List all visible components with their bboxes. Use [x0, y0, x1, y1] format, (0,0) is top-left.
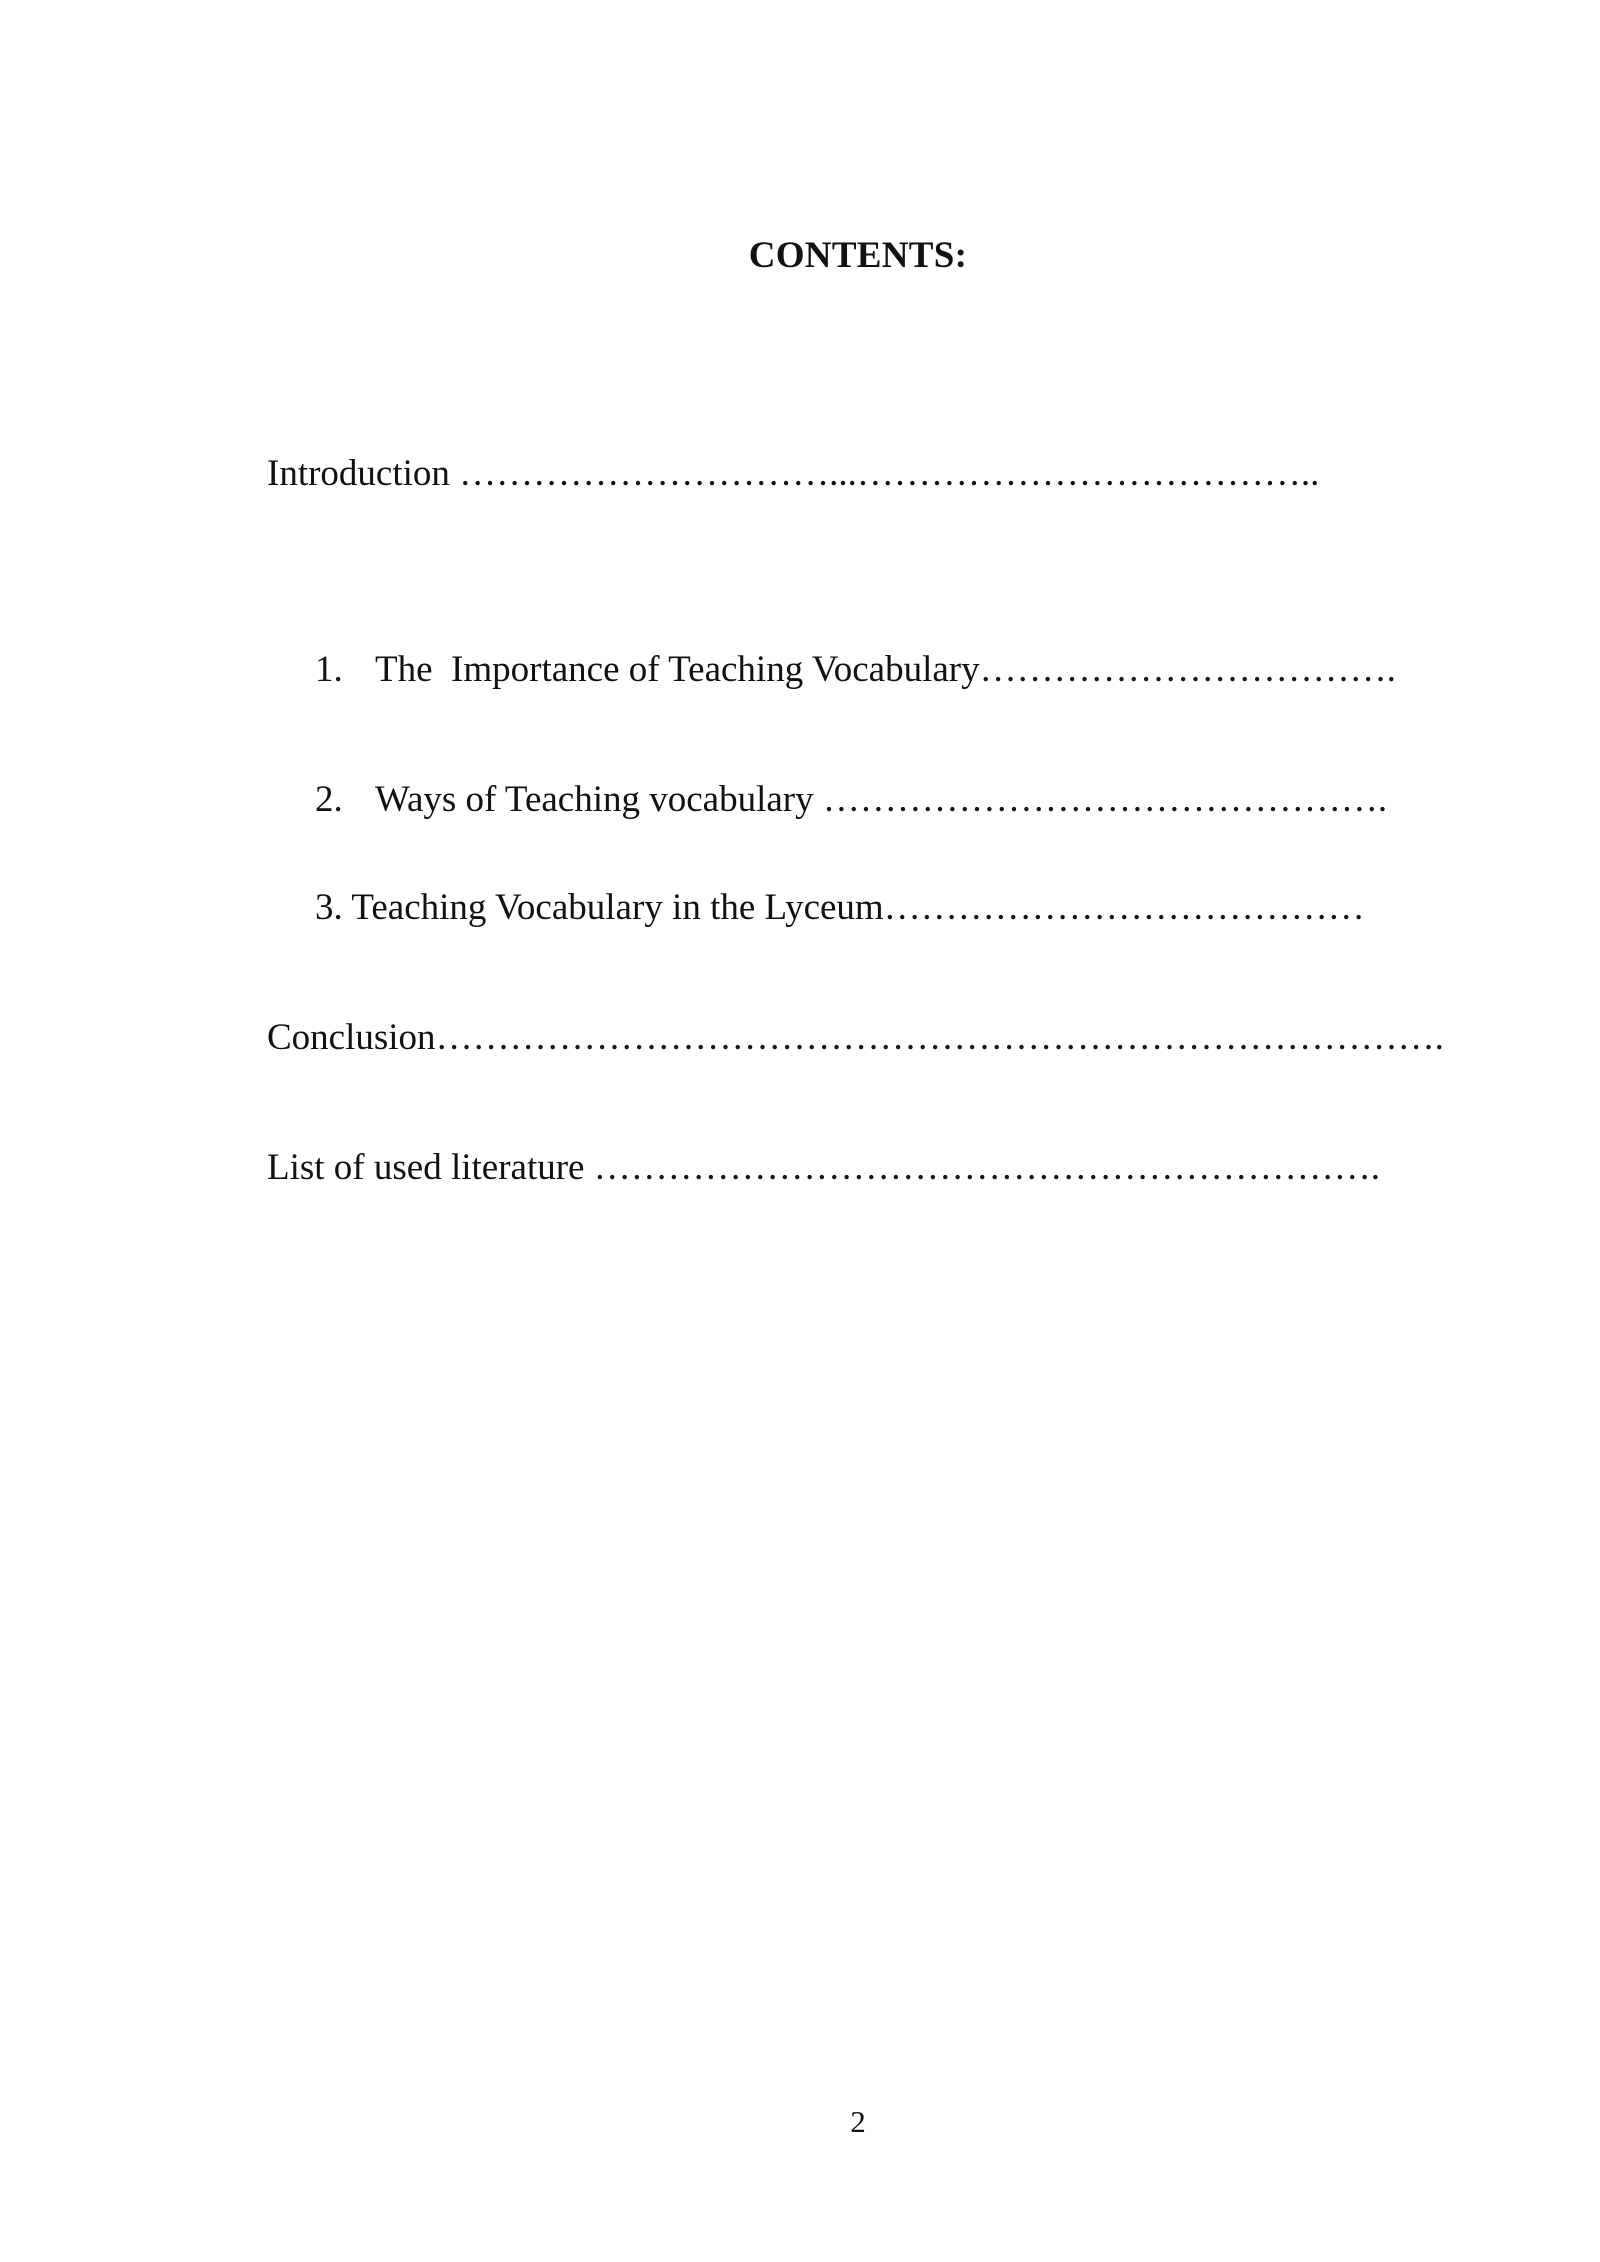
- toc-entry-importance: [278, 614, 1396, 725]
- toc-entry-label: Ways of Teaching vocabulary: [375, 779, 814, 820]
- toc-entry-label: The Importance of Teaching Vocabulary: [375, 649, 980, 690]
- page-number: 2: [850, 2104, 866, 2139]
- toc-entry-label: Introduction: [267, 453, 450, 494]
- toc-entry-label: List of used literature: [267, 1147, 585, 1188]
- toc-entry-leader: ……………………………………………………………………….: [435, 1017, 1444, 1058]
- contents-title: CONTENTS:: [748, 235, 968, 276]
- toc-entry-leader: …………………………...………………………………..: [449, 453, 1320, 494]
- toc-entry-leader: ……………………………………….: [813, 779, 1388, 820]
- toc-entry-conclusion: [230, 982, 1444, 1093]
- toc-entry-ways: [278, 744, 1387, 855]
- toc-entry-number: 2.: [315, 779, 343, 820]
- toc-entry-introduction: [230, 418, 1319, 529]
- toc-entry-leader: …………………………………: [883, 887, 1365, 928]
- toc-entry-literature: [230, 1112, 1380, 1223]
- toc-entry-label: 3. Teaching Vocabulary in the Lyceum: [315, 887, 884, 928]
- toc-entry-leader: …………………………….: [979, 649, 1396, 690]
- toc-entry-leader: ……………………………………………………….: [584, 1147, 1380, 1188]
- toc-entry-label: Conclusion: [267, 1017, 436, 1058]
- toc-entry-lyceum: [278, 852, 1365, 963]
- toc-entry-number: 1.: [315, 649, 343, 690]
